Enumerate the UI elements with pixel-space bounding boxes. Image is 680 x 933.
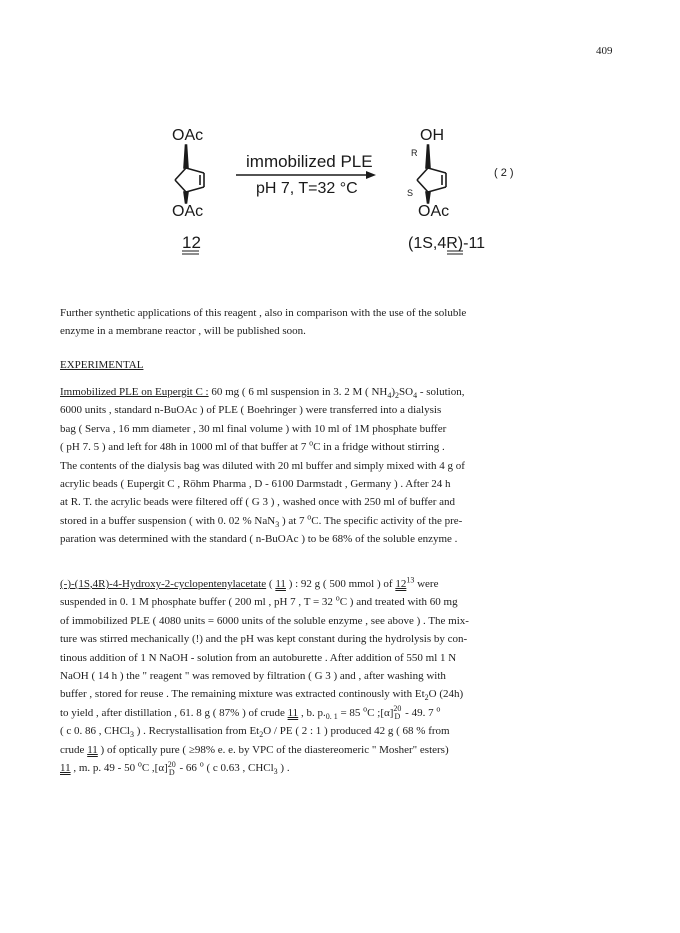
right-molecule (417, 145, 446, 203)
conditions-label: pH 7, T=32 °C (256, 180, 358, 197)
right-bottom-group: OAc (418, 203, 450, 220)
text-line: ture was stirred mechanically (!) and the pH was kept constant during the hydrolysis by con- (60, 633, 468, 646)
left-molecule (175, 145, 204, 203)
paragraph-hydroxy-cyclopentenylacetate (60, 575, 640, 777)
stereo-r-label: R (411, 148, 418, 158)
intro-line: enzyme in a membrane reactor , will be published soon. (60, 325, 306, 338)
text-line: suspended in 0. 1 M phosphate buffer ( 200 ml , pH 7 , T = 32 $^o$C ) and treated with 60 mg (60, 593, 458, 609)
text-line: ( pH 7. 5 ) and left for 48h in 1000 ml of that buffer at 7 $^o$C in a fridge without stirring . (60, 438, 445, 454)
compound-12-label: 12 (182, 233, 201, 252)
left-bottom-group: OAc (172, 203, 204, 220)
text-line: acrylic beads ( Eupergit C , Röhm Pharma , D - 6100 Darmstadt , Germany ) . After 24 h (60, 478, 451, 491)
text-line: The contents of the dialysis bag was diluted with 20 ml buffer and simply mixed with 4 g of (60, 459, 465, 472)
right-top-group: OH (420, 127, 444, 144)
text-line: NaOH ( 14 h ) the " reagent " was removed by filtration ( G 3 ) and , after washing with (60, 670, 446, 683)
paragraph-immobilized-ple (60, 383, 640, 549)
text-line: ( c 0. 86 , CHCl$_3$ ) . Recrystallisation from $Et_2O$ / PE ( 2 : 1 ) produced 42 g ( 68 % from (60, 725, 450, 740)
text-line: paration was determined with the standard ( n-BuOAc ) to be 68% of the soluble enzyme . (60, 533, 458, 546)
text-line: 11 , m. p. 49 - 50 $^o$C ,[α] 20 D - 66 $^o$ ( c 0.63 , CHCl$_3$ ) . (60, 759, 290, 777)
text-line: Immobilized PLE on Eupergit C : 60 mg ( 6 ml suspension in 3. 2 M ( $NH_4)_2SO_4$ - solution, (60, 386, 465, 401)
reagent-label: immobilized PLE (246, 152, 373, 171)
page-number: 409 (596, 45, 613, 57)
intro-line: Further synthetic applications of this reagent , also in comparison with the use of the soluble (60, 307, 467, 319)
text-line: at R. T. the acrylic beads were filtered off ( G 3 ) , washed once with 250 ml of buffer and (60, 496, 456, 509)
left-top-group: OAc (172, 127, 204, 144)
text-line: crude 11 ) of optically pure ( ≥98% e. e. by VPC of the diastereomeric " Mosher" esters) (60, 743, 449, 756)
reaction-scheme (0, 0, 680, 280)
text-line: tinous addition of 1 N NaOH - solution from an autoburette . After addition of 550 ml 1 N (60, 651, 457, 664)
text-line: (-)-(1S,4R)-4-Hydroxy-2-cyclopentenylacetate ( 11 ) : 92 g ( 500 mmol ) of $12^{13}$ were (60, 575, 439, 590)
text-line: 6000 units , standard n-BuOAc ) of PLE ( Boehringer ) were transferred into a dialysis (60, 404, 442, 417)
text-line: bag ( Serva , 16 mm diameter , 30 ml final volume ) with 10 ml of 1M phosphate buffer (60, 422, 447, 435)
text-line: stored in a buffer suspension ( with 0. 02 % NaN$_3$ ) at 7 $^o$C. The specific activity of the pre- (60, 512, 463, 530)
intro-paragraph (60, 304, 640, 341)
paragraph-title: (-)-(1S,4R)-4-Hydroxy-2-cyclopentenylacetate (60, 578, 267, 590)
text-line: buffer , stored for reuse . The remaining mixture was extracted continously with $Et_2O$ (24h) (60, 688, 464, 703)
paragraph-title: Immobilized PLE on Eupergit C : (60, 386, 209, 398)
specific-rotation-symbol: [α] (154, 762, 168, 775)
text-line: to yield , after distillation , 61. 8 g ( 87% ) of crude 11 , b. $p._{0. 1} = 85$ $^o$C ;[α] 20 D - 49. 7 $^o$ (60, 704, 441, 722)
compound-11-label: (1S,4R)-11 (408, 235, 486, 252)
specific-rotation-symbol: [α] (380, 706, 394, 719)
text-line: of immobilized PLE ( 4080 units = 6000 units of the soluble enzyme , see above ) . The mix- (60, 614, 469, 627)
section-heading: EXPERIMENTAL (60, 359, 144, 371)
stereo-s-label: S (407, 188, 414, 198)
equation-number: ( 2 ) (494, 167, 514, 179)
experimental-heading (60, 356, 640, 374)
